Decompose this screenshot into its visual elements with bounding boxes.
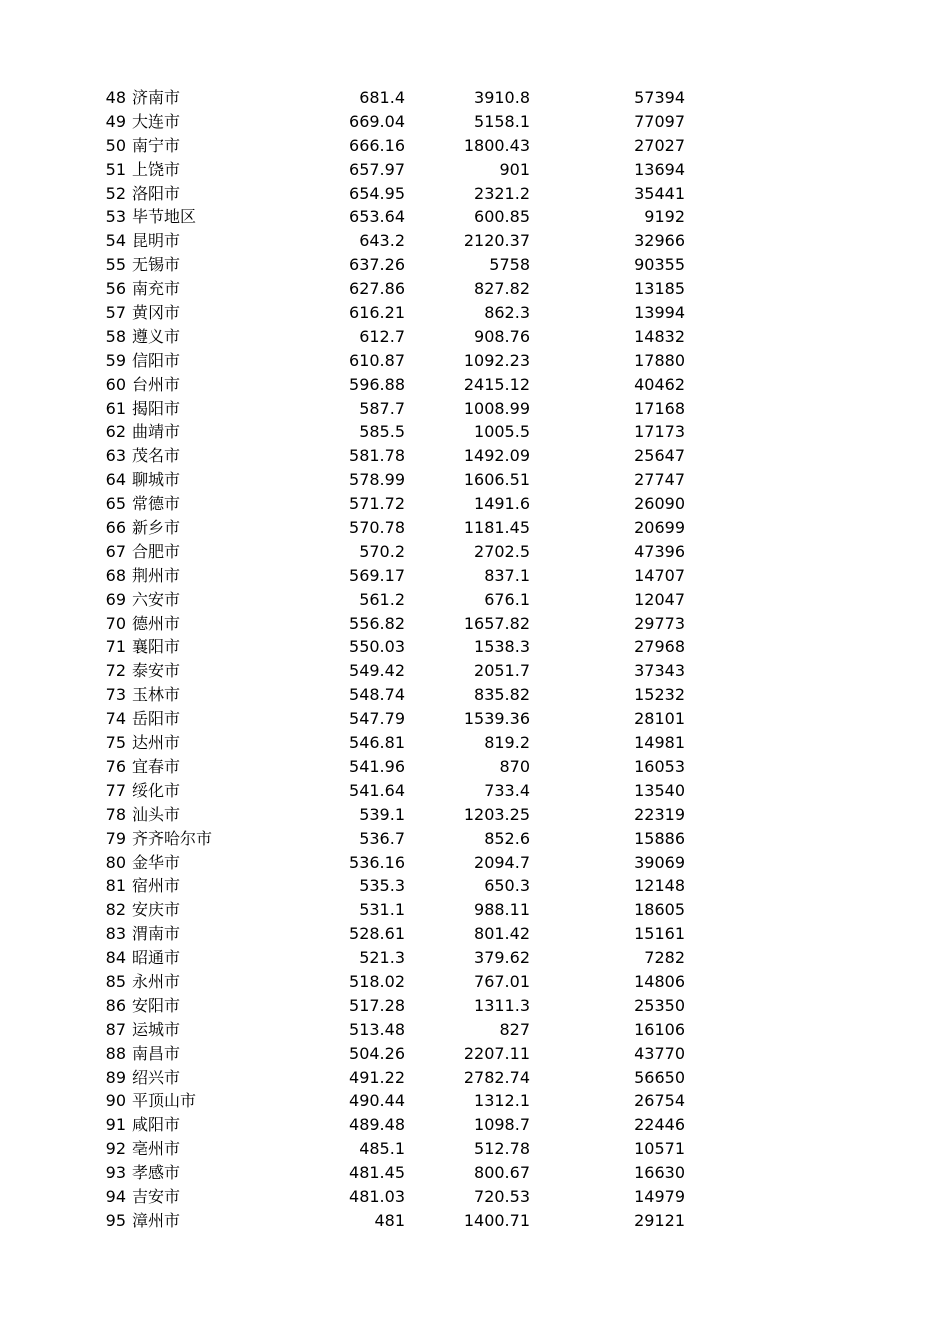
gdp-cell: 1491.6	[474, 494, 530, 514]
gdp-cell: 650.3	[484, 876, 530, 896]
city-name-cell: 南昌市	[132, 1043, 181, 1063]
rank-cell: 84	[105, 948, 126, 968]
per-capita-gdp-cell: 26090	[634, 494, 685, 514]
population-cell: 627.86	[349, 279, 405, 299]
per-capita-gdp-cell: 9192	[644, 207, 685, 227]
per-capita-gdp-cell: 22319	[634, 804, 685, 824]
rank-cell: 81	[105, 876, 126, 896]
population-cell: 616.21	[349, 303, 405, 323]
gdp-cell: 2702.5	[474, 541, 530, 561]
table-row	[0, 516, 950, 540]
rank-cell: 56	[105, 279, 126, 299]
gdp-cell: 835.82	[474, 685, 530, 705]
population-cell: 535.3	[359, 876, 405, 896]
population-cell: 521.3	[359, 948, 405, 968]
city-name-cell: 信阳市	[132, 350, 181, 370]
table-row	[0, 1113, 950, 1137]
population-cell: 536.7	[359, 828, 405, 848]
gdp-cell: 852.6	[484, 828, 530, 848]
per-capita-gdp-cell: 15232	[634, 685, 685, 705]
table-row	[0, 492, 950, 516]
rank-cell: 61	[105, 398, 126, 418]
city-name-cell: 达州市	[132, 733, 181, 753]
rank-cell: 83	[105, 924, 126, 944]
rank-cell: 66	[105, 518, 126, 538]
city-name-cell: 台州市	[132, 374, 181, 394]
per-capita-gdp-cell: 17880	[634, 350, 685, 370]
gdp-cell: 988.11	[474, 900, 530, 920]
city-name-cell: 荆州市	[132, 565, 181, 585]
per-capita-gdp-cell: 39069	[634, 852, 685, 872]
rank-cell: 85	[105, 971, 126, 991]
gdp-cell: 2094.7	[474, 852, 530, 872]
rank-cell: 87	[105, 1019, 126, 1039]
per-capita-gdp-cell: 13694	[634, 159, 685, 179]
rank-cell: 90	[105, 1091, 126, 1111]
population-cell: 541.64	[349, 780, 405, 800]
table-row	[0, 683, 950, 707]
city-name-cell: 济南市	[132, 88, 181, 107]
table-row	[0, 182, 950, 206]
table-row	[0, 277, 950, 301]
city-name-cell: 齐齐哈尔市	[132, 828, 213, 848]
gdp-cell: 676.1	[484, 589, 530, 609]
per-capita-gdp-cell: 90355	[634, 255, 685, 275]
gdp-cell: 819.2	[484, 733, 530, 753]
city-name-cell: 绥化市	[132, 780, 181, 800]
population-cell: 654.95	[349, 183, 405, 203]
gdp-cell: 801.42	[474, 924, 530, 944]
population-cell: 587.7	[359, 398, 405, 418]
city-name-cell: 茂名市	[132, 446, 181, 466]
gdp-cell: 2782.74	[463, 1067, 530, 1087]
city-name-cell: 安阳市	[132, 995, 181, 1015]
population-cell: 531.1	[359, 900, 405, 920]
rank-cell: 55	[105, 255, 126, 275]
per-capita-gdp-cell: 14707	[634, 565, 685, 585]
population-cell: 578.99	[349, 470, 405, 490]
city-data-table	[0, 86, 950, 1233]
city-name-cell: 常德市	[132, 494, 181, 514]
population-cell: 481.03	[349, 1186, 405, 1206]
per-capita-gdp-cell: 17168	[634, 398, 685, 418]
city-name-cell: 绍兴市	[132, 1067, 181, 1087]
population-cell: 581.78	[349, 446, 405, 466]
city-name-cell: 上饶市	[132, 159, 181, 179]
per-capita-gdp-cell: 15886	[634, 828, 685, 848]
rank-cell: 58	[105, 326, 126, 346]
city-name-cell: 咸阳市	[132, 1115, 181, 1135]
population-cell: 517.28	[349, 995, 405, 1015]
city-name-cell: 岳阳市	[132, 709, 181, 729]
table-row	[0, 1042, 950, 1066]
table-row	[0, 325, 950, 349]
rank-cell: 53	[105, 207, 126, 227]
gdp-cell: 2051.7	[474, 661, 530, 681]
per-capita-gdp-cell: 25647	[634, 446, 685, 466]
population-cell: 556.82	[349, 613, 405, 633]
table-row	[0, 994, 950, 1018]
rank-cell: 82	[105, 900, 126, 920]
rank-cell: 72	[105, 661, 126, 681]
per-capita-gdp-cell: 56650	[634, 1067, 685, 1087]
gdp-cell: 2120.37	[463, 231, 530, 251]
per-capita-gdp-cell: 27027	[634, 135, 685, 155]
rank-cell: 91	[105, 1115, 126, 1135]
city-name-cell: 遵义市	[132, 326, 181, 346]
rank-cell: 50	[105, 135, 126, 155]
population-cell: 681.4	[359, 88, 405, 107]
rank-cell: 92	[105, 1139, 126, 1159]
table-row	[0, 827, 950, 851]
rank-cell: 59	[105, 350, 126, 370]
gdp-cell: 379.62	[474, 948, 530, 968]
rank-cell: 48	[105, 88, 126, 107]
per-capita-gdp-cell: 7282	[644, 948, 685, 968]
per-capita-gdp-cell: 77097	[634, 111, 685, 131]
city-name-cell: 南充市	[132, 279, 181, 299]
rank-cell: 63	[105, 446, 126, 466]
rank-cell: 69	[105, 589, 126, 609]
population-cell: 569.17	[349, 565, 405, 585]
rank-cell: 95	[105, 1210, 126, 1230]
rank-cell: 52	[105, 183, 126, 203]
table-row	[0, 468, 950, 492]
population-cell: 571.72	[349, 494, 405, 514]
rank-cell: 76	[105, 756, 126, 776]
table-row	[0, 659, 950, 683]
population-cell: 481.45	[349, 1163, 405, 1183]
population-cell: 518.02	[349, 971, 405, 991]
table-row	[0, 229, 950, 253]
gdp-cell: 862.3	[484, 303, 530, 323]
table-row	[0, 874, 950, 898]
gdp-cell: 1538.3	[474, 637, 530, 657]
table-row	[0, 301, 950, 325]
per-capita-gdp-cell: 14832	[634, 326, 685, 346]
city-name-cell: 运城市	[132, 1019, 181, 1039]
population-cell: 550.03	[349, 637, 405, 657]
per-capita-gdp-cell: 57394	[634, 88, 685, 107]
table-row	[0, 420, 950, 444]
table-row	[0, 755, 950, 779]
city-name-cell: 亳州市	[132, 1139, 181, 1159]
per-capita-gdp-cell: 13540	[634, 780, 685, 800]
population-cell: 585.5	[359, 422, 405, 442]
per-capita-gdp-cell: 14981	[634, 733, 685, 753]
gdp-cell: 1203.25	[463, 804, 530, 824]
city-name-cell: 宿州市	[132, 876, 181, 896]
per-capita-gdp-cell: 26754	[634, 1091, 685, 1111]
rank-cell: 64	[105, 470, 126, 490]
city-name-cell: 汕头市	[132, 804, 181, 824]
rank-cell: 78	[105, 804, 126, 824]
per-capita-gdp-cell: 47396	[634, 541, 685, 561]
gdp-cell: 2415.12	[463, 374, 530, 394]
per-capita-gdp-cell: 16106	[634, 1019, 685, 1039]
per-capita-gdp-cell: 17173	[634, 422, 685, 442]
population-cell: 612.7	[359, 326, 405, 346]
rank-cell: 86	[105, 995, 126, 1015]
table-row	[0, 205, 950, 229]
table-row	[0, 373, 950, 397]
rank-cell: 94	[105, 1186, 126, 1206]
city-name-cell: 黄冈市	[132, 303, 181, 323]
table-row	[0, 86, 950, 110]
table-row	[0, 946, 950, 970]
city-name-cell: 大连市	[132, 111, 181, 131]
gdp-cell: 1492.09	[463, 446, 530, 466]
per-capita-gdp-cell: 12047	[634, 589, 685, 609]
table-row	[0, 253, 950, 277]
table-row	[0, 540, 950, 564]
population-cell: 561.2	[359, 589, 405, 609]
table-row	[0, 707, 950, 731]
rank-cell: 75	[105, 733, 126, 753]
rank-cell: 71	[105, 637, 126, 657]
per-capita-gdp-cell: 22446	[634, 1115, 685, 1135]
population-cell: 596.88	[349, 374, 405, 394]
gdp-cell: 908.76	[474, 326, 530, 346]
gdp-cell: 1657.82	[463, 613, 530, 633]
per-capita-gdp-cell: 27968	[634, 637, 685, 657]
population-cell: 546.81	[349, 733, 405, 753]
per-capita-gdp-cell: 18605	[634, 900, 685, 920]
city-name-cell: 襄阳市	[132, 637, 181, 657]
gdp-cell: 1800.43	[463, 135, 530, 155]
population-cell: 637.26	[349, 255, 405, 275]
gdp-cell: 1311.3	[474, 995, 530, 1015]
per-capita-gdp-cell: 29121	[634, 1210, 685, 1230]
city-name-cell: 金华市	[132, 852, 181, 872]
per-capita-gdp-cell: 14979	[634, 1186, 685, 1206]
rank-cell: 60	[105, 374, 126, 394]
rank-cell: 79	[105, 828, 126, 848]
gdp-cell: 3910.8	[474, 88, 530, 107]
per-capita-gdp-cell: 40462	[634, 374, 685, 394]
per-capita-gdp-cell: 35441	[634, 183, 685, 203]
city-name-cell: 平顶山市	[132, 1091, 197, 1111]
population-cell: 541.96	[349, 756, 405, 776]
city-name-cell: 毕节地区	[132, 207, 197, 227]
table-row	[0, 564, 950, 588]
table-row	[0, 1161, 950, 1185]
population-cell: 547.79	[349, 709, 405, 729]
population-cell: 657.97	[349, 159, 405, 179]
gdp-cell: 2321.2	[474, 183, 530, 203]
rank-cell: 51	[105, 159, 126, 179]
population-cell: 549.42	[349, 661, 405, 681]
population-cell: 666.16	[349, 135, 405, 155]
table-row	[0, 970, 950, 994]
rank-cell: 70	[105, 613, 126, 633]
population-cell: 610.87	[349, 350, 405, 370]
table-row	[0, 779, 950, 803]
population-cell: 489.48	[349, 1115, 405, 1135]
city-name-cell: 曲靖市	[132, 422, 181, 442]
table-row	[0, 158, 950, 182]
gdp-cell: 901	[499, 159, 530, 179]
city-name-cell: 无锡市	[132, 255, 181, 275]
gdp-cell: 767.01	[474, 971, 530, 991]
gdp-cell: 1098.7	[474, 1115, 530, 1135]
table-row	[0, 1185, 950, 1209]
per-capita-gdp-cell: 15161	[634, 924, 685, 944]
population-cell: 539.1	[359, 804, 405, 824]
per-capita-gdp-cell: 12148	[634, 876, 685, 896]
per-capita-gdp-cell: 25350	[634, 995, 685, 1015]
gdp-cell: 2207.11	[463, 1043, 530, 1063]
gdp-cell: 827.82	[474, 279, 530, 299]
city-name-cell: 洛阳市	[132, 183, 181, 203]
table-row	[0, 110, 950, 134]
population-cell: 653.64	[349, 207, 405, 227]
rank-cell: 77	[105, 780, 126, 800]
population-cell: 513.48	[349, 1019, 405, 1039]
gdp-cell: 720.53	[474, 1186, 530, 1206]
table-row	[0, 349, 950, 373]
gdp-cell: 5158.1	[474, 111, 530, 131]
table-row	[0, 1018, 950, 1042]
gdp-cell: 837.1	[484, 565, 530, 585]
rank-cell: 49	[105, 111, 126, 131]
city-name-cell: 昭通市	[132, 948, 181, 968]
table-row	[0, 134, 950, 158]
table-row	[0, 851, 950, 875]
gdp-cell: 1312.1	[474, 1091, 530, 1111]
per-capita-gdp-cell: 13185	[634, 279, 685, 299]
table-row	[0, 635, 950, 659]
gdp-cell: 5758	[489, 255, 530, 275]
rank-cell: 62	[105, 422, 126, 442]
city-name-cell: 揭阳市	[132, 398, 181, 418]
table-row	[0, 803, 950, 827]
city-name-cell: 昆明市	[132, 231, 181, 251]
table-row	[0, 588, 950, 612]
city-name-cell: 六安市	[132, 589, 181, 609]
gdp-cell: 800.67	[474, 1163, 530, 1183]
population-cell: 669.04	[349, 111, 405, 131]
city-name-cell: 孝感市	[132, 1163, 181, 1183]
gdp-cell: 827	[499, 1019, 530, 1039]
gdp-cell: 1400.71	[463, 1210, 530, 1230]
city-name-cell: 吉安市	[132, 1186, 181, 1206]
rank-cell: 54	[105, 231, 126, 251]
per-capita-gdp-cell: 16630	[634, 1163, 685, 1183]
per-capita-gdp-cell: 29773	[634, 613, 685, 633]
population-cell: 481	[374, 1210, 405, 1230]
table-row	[0, 922, 950, 946]
rank-cell: 73	[105, 685, 126, 705]
rank-cell: 74	[105, 709, 126, 729]
gdp-cell: 1606.51	[463, 470, 530, 490]
rank-cell: 57	[105, 303, 126, 323]
gdp-cell: 600.85	[474, 207, 530, 227]
gdp-cell: 512.78	[474, 1139, 530, 1159]
table-row	[0, 731, 950, 755]
per-capita-gdp-cell: 28101	[634, 709, 685, 729]
city-name-cell: 漳州市	[132, 1210, 181, 1230]
gdp-cell: 1092.23	[463, 350, 530, 370]
rank-cell: 80	[105, 852, 126, 872]
table-row	[0, 1137, 950, 1161]
per-capita-gdp-cell: 14806	[634, 971, 685, 991]
table-row	[0, 397, 950, 421]
per-capita-gdp-cell: 32966	[634, 231, 685, 251]
per-capita-gdp-cell: 43770	[634, 1043, 685, 1063]
gdp-cell: 1008.99	[463, 398, 530, 418]
city-name-cell: 泰安市	[132, 661, 181, 681]
per-capita-gdp-cell: 27747	[634, 470, 685, 490]
population-cell: 643.2	[359, 231, 405, 251]
population-cell: 570.2	[359, 541, 405, 561]
table-row	[0, 444, 950, 468]
per-capita-gdp-cell: 10571	[634, 1139, 685, 1159]
per-capita-gdp-cell: 16053	[634, 756, 685, 776]
table-row	[0, 612, 950, 636]
population-cell: 548.74	[349, 685, 405, 705]
city-name-cell: 玉林市	[132, 685, 181, 705]
city-name-cell: 宜春市	[132, 756, 181, 776]
table-row	[0, 1089, 950, 1113]
population-cell: 528.61	[349, 924, 405, 944]
per-capita-gdp-cell: 37343	[634, 661, 685, 681]
per-capita-gdp-cell: 13994	[634, 303, 685, 323]
city-name-cell: 渭南市	[132, 924, 181, 944]
rank-cell: 67	[105, 541, 126, 561]
population-cell: 490.44	[349, 1091, 405, 1111]
rank-cell: 65	[105, 494, 126, 514]
population-cell: 570.78	[349, 518, 405, 538]
city-name-cell: 安庆市	[132, 900, 181, 920]
table-row	[0, 1066, 950, 1090]
city-name-cell: 德州市	[132, 613, 181, 633]
table-row	[0, 898, 950, 922]
gdp-cell: 870	[499, 756, 530, 776]
city-name-cell: 南宁市	[132, 135, 181, 155]
gdp-cell: 1005.5	[474, 422, 530, 442]
rank-cell: 68	[105, 565, 126, 585]
rank-cell: 88	[105, 1043, 126, 1063]
rank-cell: 93	[105, 1163, 126, 1183]
per-capita-gdp-cell: 20699	[634, 518, 685, 538]
city-name-cell: 永州市	[132, 971, 181, 991]
population-cell: 485.1	[359, 1139, 405, 1159]
population-cell: 504.26	[349, 1043, 405, 1063]
population-cell: 536.16	[349, 852, 405, 872]
gdp-cell: 1181.45	[463, 518, 530, 538]
population-cell: 491.22	[349, 1067, 405, 1087]
table-row	[0, 1209, 950, 1233]
city-name-cell: 合肥市	[132, 541, 181, 561]
rank-cell: 89	[105, 1067, 126, 1087]
city-name-cell: 新乡市	[132, 518, 181, 538]
city-name-cell: 聊城市	[132, 470, 181, 490]
gdp-cell: 733.4	[484, 780, 530, 800]
gdp-cell: 1539.36	[463, 709, 530, 729]
